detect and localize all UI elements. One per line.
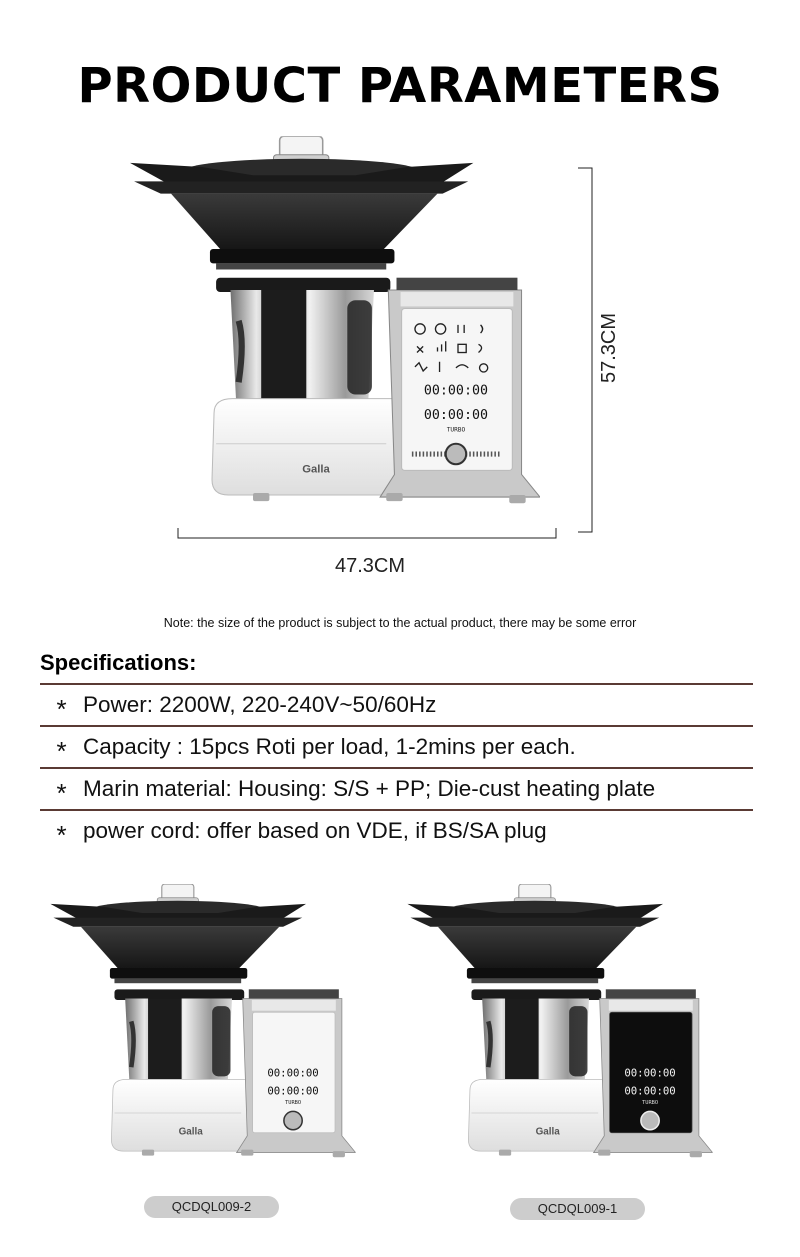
- turbo-label: TURBO: [446, 426, 466, 434]
- spec-item-text: Marin material: Housing: S/S + PP; Die-cust heating plate: [83, 776, 656, 801]
- variant-white-illustration: [48, 884, 358, 1174]
- timer-display-1: 00:00:00: [624, 1066, 676, 1080]
- variant-black-illustration: [405, 884, 715, 1174]
- brand-logo: Galla: [178, 1126, 203, 1138]
- bullet-icon: *: [56, 778, 67, 808]
- bullet-icon: *: [56, 736, 67, 766]
- brand-logo: Galla: [535, 1126, 560, 1138]
- bullet-icon: *: [56, 820, 67, 850]
- size-note: Note: the size of the product is subject to the actual product, there may be some error: [163, 616, 637, 630]
- model-label-black: QCDQL009-1: [510, 1198, 645, 1220]
- turbo-label: TURBO: [285, 1099, 302, 1106]
- specifications-title: Specifications:: [40, 650, 197, 675]
- spec-item-text: power cord: offer based on VDE, if BS/SA plug: [83, 818, 547, 843]
- height-dimension-label: 57.3CM: [598, 312, 620, 383]
- spec-item: [40, 683, 753, 725]
- spec-item: [40, 809, 753, 851]
- timer-display-2: 00:00:00: [624, 1084, 676, 1098]
- bullet-icon: *: [56, 694, 67, 724]
- spec-item: [40, 767, 753, 809]
- timer-display-2: 00:00:00: [267, 1084, 319, 1098]
- spec-item-text: Capacity : 15pcs Roti per load, 1-2mins per each.: [83, 734, 576, 759]
- control-dial: [641, 1111, 659, 1129]
- model-label-white: QCDQL009-2: [144, 1196, 279, 1218]
- width-dimension-label: 47.3CM: [334, 555, 406, 577]
- page-title: PRODUCT PARAMETERS: [77, 58, 723, 114]
- turbo-label: TURBO: [642, 1099, 659, 1106]
- timer-display-1: 00:00:00: [423, 383, 489, 399]
- brand-logo: Galla: [302, 463, 330, 476]
- dimension-lines: [170, 160, 610, 550]
- product-variant-black: [405, 884, 715, 1174]
- timer-display-2: 00:00:00: [423, 408, 489, 424]
- spec-item-text: Power: 2200W, 220-240V~50/60Hz: [83, 692, 437, 717]
- product-variant-white: [48, 884, 358, 1174]
- control-dial: [284, 1111, 302, 1129]
- timer-display-1: 00:00:00: [267, 1066, 319, 1080]
- spec-item: [40, 725, 753, 767]
